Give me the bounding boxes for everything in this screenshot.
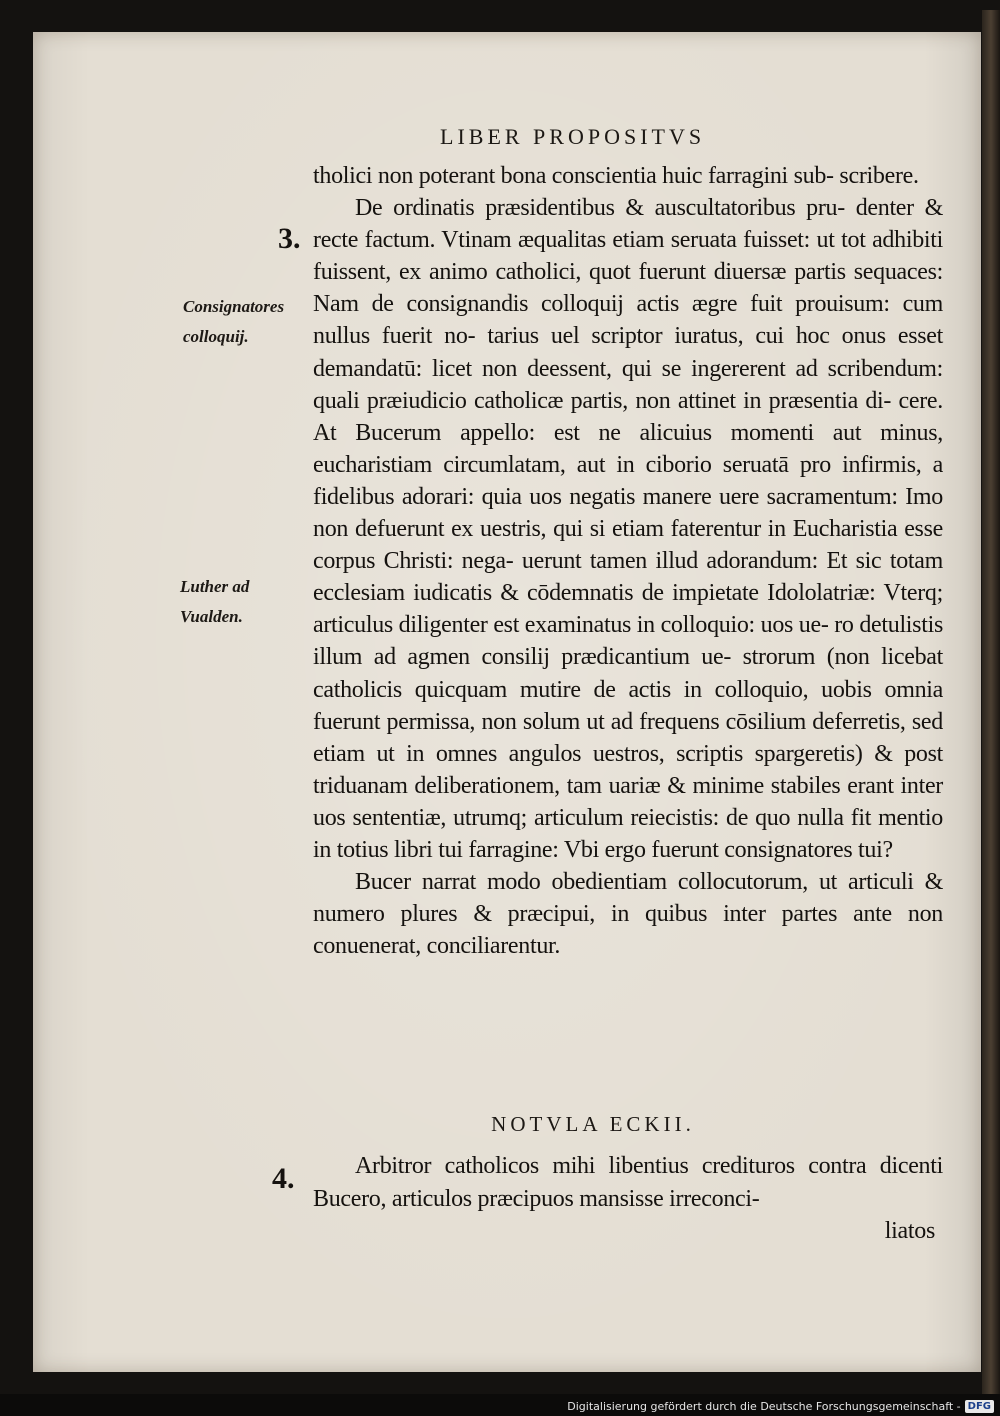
footer-text: Digitalisierung gefördert durch die Deutsche Forschungsgemeinschaft - — [567, 1399, 961, 1413]
digitization-footer — [567, 1396, 994, 1416]
dfg-logo: DFG — [965, 1400, 994, 1413]
section-heading: NOTVLA ECKII. — [491, 1112, 695, 1136]
section-number-4: 4. — [272, 1162, 295, 1195]
margin-note-consignatores: Consignatores colloquij. — [183, 297, 285, 346]
margin-note-luther: Luther ad Vualden. — [180, 577, 250, 626]
paragraph-section-4: Arbitror catholicos mihi libentius credituros contra dicenti Bucero, articulos præcipuos mansisse irreconci‑ — [313, 1153, 943, 1212]
running-head: LIBER PROPOSITVS — [440, 124, 706, 149]
book-edge — [982, 10, 1000, 1394]
body-text-block — [313, 160, 943, 962]
paragraph-continuation: tholici non poterant bona conscientia huic farragini sub‑ scribere. — [313, 163, 919, 189]
paragraph-bucer-narrat: Bucer narrat modo obedientiam collocutorum, ut articuli & numero plures & præcipui, in quibus inter partes ante non conuenerat, conciliarentur. — [313, 869, 943, 960]
paragraph-section-3: De ordinatis præsidentibus & auscultatoribus pru‑ denter & recte factum. Vtinam æqualitas etiam seruata fuisset: ut tot adhibiti fuissent, ex animo catholici, quot fuerunt diuersæ partis sequaces: Nam de consignandis colloquij actis ægre fuit prouisum: cum nullus fuerit no‑ tarius uel scriptor iuratus, cui hoc onus esset demandatū: licet non deessent, qui se ingererent ad scribendum: quali præiudicio catholicæ partis, non attinet in præsentia di‑ cere. At Bucerum appello: est ne alicuius momenti aut minus, eucharistiam circumlatam, aut in ciborio seruatā pro infirmis, a fidelibus adorari: quia uos negatis manere uere sacramentum: Imo non defuerunt ex uestris, qui si etiam faterentur in Eucharistia esse corpus Christi: nega‑ uerunt tamen illud adorandum: Et sic totam ecclesiam iudicatis & cōdemnatis de impietate Idololatriæ: Vterq; articulus diligenter est examinatus in colloquio: uos ue‑ ro detulistis illum ad agmen consilij prædicantium ue‑ strorum (non licebat catholicis quicquam mutire de actis in colloquio, uobis omnia fuerunt permissa, non solum ut ad frequens cōsilium deferretis, sed etiam ut in omnes angulos uestros, scriptis spargeretis) & post triduanam deliberationem, tam uariæ & minime stabiles erant inter uos sententiæ, utrumq; articulum reiecistis: de quo nulla fit mentio in totius libri tui farragine: Vbi ergo fuerunt consignatores tui? — [313, 195, 943, 863]
section-4-text-block — [313, 1150, 943, 1248]
catchword: liatos — [884, 1218, 935, 1244]
section-number-3: 3. — [278, 222, 301, 255]
